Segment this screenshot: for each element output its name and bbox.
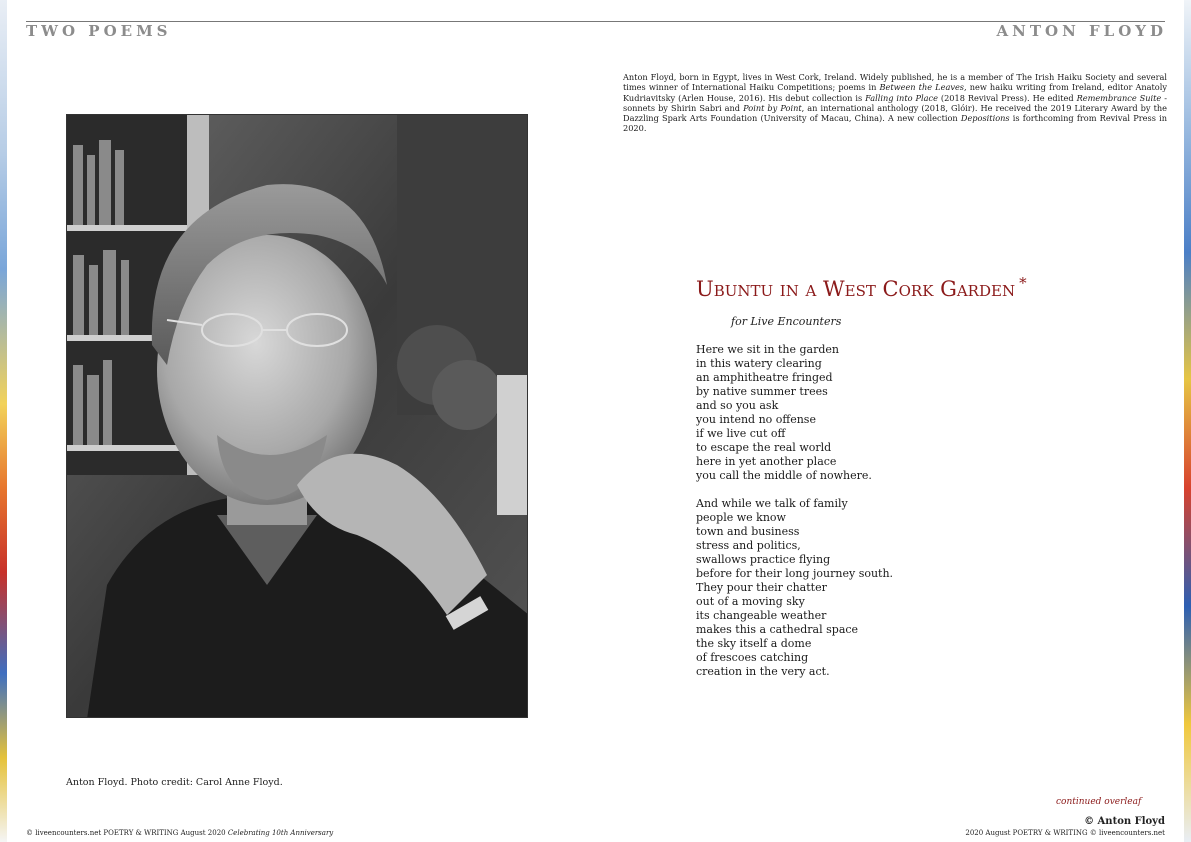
poem-line: by native summer trees — [696, 385, 828, 398]
poem-line: creation in the very act. — [696, 665, 830, 678]
poem-line: stress and politics, — [696, 539, 801, 552]
poem-line: an amphitheatre fringed — [696, 371, 833, 384]
poem-line: makes this a cathedral space — [696, 623, 859, 636]
poem-line: you call the middle of nowhere. — [696, 469, 872, 482]
poem-line: swallows practice flying — [696, 553, 831, 566]
photo-caption: Anton Floyd. Photo credit: Carol Anne Floyd. — [66, 777, 283, 788]
author-bio: Anton Floyd, born in Egypt, lives in West Cork, Ireland. Widely published, he is a member of The Irish Haiku Society and several times winner of International Haiku Competitions; poems in Between the Leaves, new haiku writing from Ireland, editor Anatoly Kudriavitsky (Arlen House, 2016). His debut collection is Falling into Place (2018 Revival Press). He edited Remembrance Suite - sonnets by Shirin Sabri and Point by Point, an international anthology (2018, Glóir). He received the 2019 Literary Award by the Dazzling Spark Arts Foundation (University of Macau, China). A new collection Depositions is forthcoming from Revival Press in 2020. — [623, 72, 1167, 134]
poem-line: if we live cut off — [696, 427, 786, 440]
poem-line: and so you ask — [696, 399, 779, 412]
poem-line: out of a moving sky — [696, 595, 805, 608]
poem-line: its changeable weather — [696, 609, 827, 622]
poem-line: town and business — [696, 525, 800, 538]
poem-line: you intend no offense — [696, 413, 816, 426]
section-title: TWO POEMS — [26, 22, 172, 40]
author-header: ANTON FLOYD — [996, 22, 1167, 40]
poem-line: people we know — [696, 511, 786, 524]
poem-line: They pour their chatter — [696, 581, 827, 594]
author-photo — [66, 114, 528, 718]
poem-line: before for their long journey south. — [696, 567, 894, 580]
poem-line: in this watery clearing — [696, 357, 822, 370]
poem-line: Here we sit in the garden — [696, 343, 839, 356]
poem-line: And while we talk of family — [696, 497, 848, 510]
poem-line: the sky itself a dome — [696, 637, 812, 650]
footer-right: 2020 August POETRY & WRITING © liveencounters.net — [965, 829, 1165, 837]
poem-line: to escape the real world — [696, 441, 832, 454]
poem-line: here in yet another place — [696, 455, 837, 468]
continued-overleaf-note: continued overleaf — [1056, 797, 1142, 807]
decorative-right-edge — [1184, 0, 1191, 842]
copyright-notice: © Anton Floyd — [1084, 816, 1165, 827]
header-rule — [26, 21, 1165, 22]
poem-dedication: for Live Encounters — [731, 315, 842, 328]
footer-left: © liveencounters.net POETRY & WRITING August 2020 Celebrating 10th Anniversary — [26, 829, 334, 837]
decorative-left-edge — [0, 0, 7, 842]
title-asterisk: * — [1019, 274, 1027, 292]
stanza-1 — [696, 343, 872, 483]
stanza-2 — [696, 497, 893, 679]
poem-title: Ubuntu in a West Cork Garden * — [696, 274, 1027, 301]
poem-line: of frescoes catching — [696, 651, 809, 664]
